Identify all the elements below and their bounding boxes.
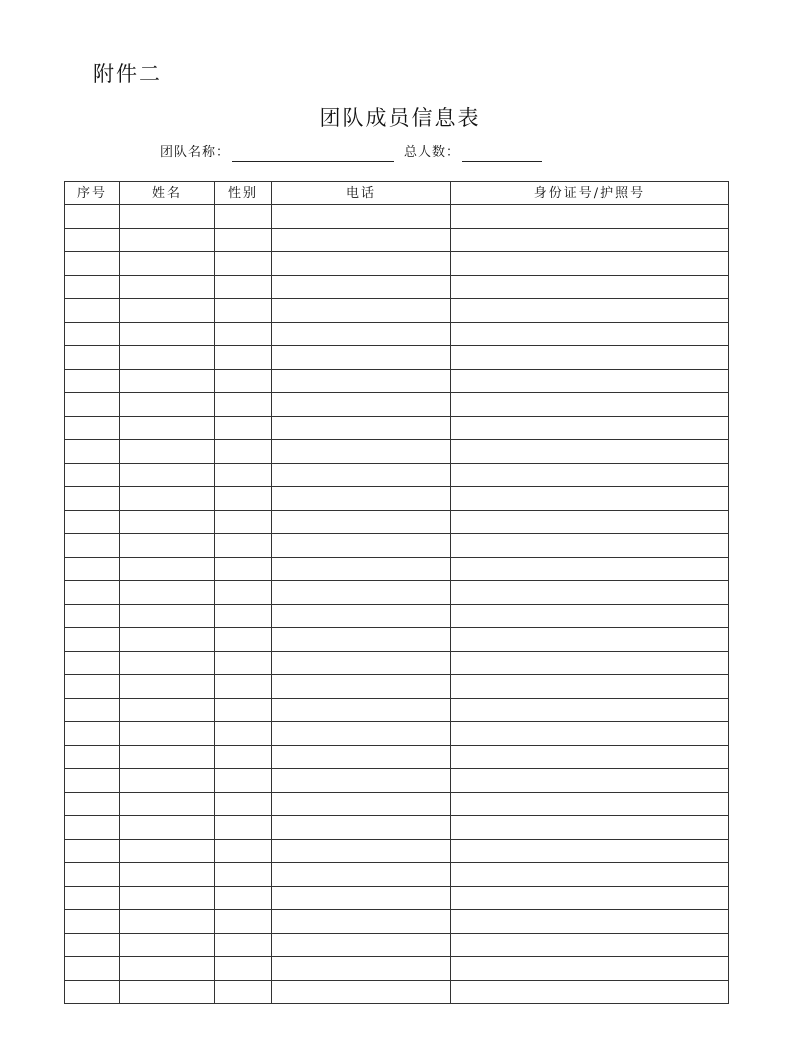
cell-phone[interactable] — [272, 252, 451, 276]
cell-id-passport[interactable] — [451, 228, 729, 252]
table-row — [65, 604, 729, 628]
table-row — [65, 769, 729, 793]
header-gender: 性别 — [215, 182, 272, 205]
cell-gender[interactable] — [215, 463, 272, 487]
cell-gender[interactable] — [215, 651, 272, 675]
cell-phone[interactable] — [272, 534, 451, 558]
cell-gender[interactable] — [215, 910, 272, 934]
team-info-line — [160, 144, 542, 162]
cell-serial[interactable] — [65, 604, 120, 628]
cell-serial[interactable] — [65, 792, 120, 816]
cell-gender[interactable] — [215, 792, 272, 816]
table-row — [65, 534, 729, 558]
cell-id-passport[interactable] — [451, 839, 729, 863]
cell-id-passport[interactable] — [451, 510, 729, 534]
cell-name[interactable] — [120, 299, 215, 323]
cell-phone[interactable] — [272, 557, 451, 581]
cell-serial[interactable] — [65, 440, 120, 464]
cell-phone[interactable] — [272, 604, 451, 628]
team-name-blank — [232, 147, 394, 162]
cell-phone[interactable] — [272, 792, 451, 816]
cell-phone[interactable] — [272, 581, 451, 605]
cell-id-passport[interactable] — [451, 816, 729, 840]
cell-gender[interactable] — [215, 228, 272, 252]
table-row — [65, 228, 729, 252]
cell-id-passport[interactable] — [451, 910, 729, 934]
cell-gender[interactable] — [215, 205, 272, 229]
table-row — [65, 440, 729, 464]
cell-gender[interactable] — [215, 557, 272, 581]
cell-name[interactable] — [120, 980, 215, 1004]
table-row — [65, 369, 729, 393]
cell-phone[interactable] — [272, 769, 451, 793]
table-row — [65, 346, 729, 370]
cell-id-passport[interactable] — [451, 534, 729, 558]
cell-phone[interactable] — [272, 487, 451, 511]
member-table — [64, 181, 729, 1004]
cell-id-passport[interactable] — [451, 957, 729, 981]
cell-phone[interactable] — [272, 816, 451, 840]
cell-id-passport[interactable] — [451, 581, 729, 605]
header-phone: 电话 — [272, 182, 451, 205]
cell-gender[interactable] — [215, 440, 272, 464]
cell-gender[interactable] — [215, 863, 272, 887]
cell-name[interactable] — [120, 463, 215, 487]
cell-gender[interactable] — [215, 839, 272, 863]
cell-id-passport[interactable] — [451, 275, 729, 299]
cell-phone[interactable] — [272, 393, 451, 417]
table-row — [65, 651, 729, 675]
cell-gender[interactable] — [215, 980, 272, 1004]
cell-name[interactable] — [120, 534, 215, 558]
table-row — [65, 839, 729, 863]
cell-serial[interactable] — [65, 346, 120, 370]
cell-serial[interactable] — [65, 299, 120, 323]
form-title: 团队成员信息表 — [319, 106, 481, 130]
cell-gender[interactable] — [215, 745, 272, 769]
cell-gender[interactable] — [215, 487, 272, 511]
cell-serial[interactable] — [65, 487, 120, 511]
cell-gender[interactable] — [215, 369, 272, 393]
cell-id-passport[interactable] — [451, 651, 729, 675]
cell-name[interactable] — [120, 933, 215, 957]
cell-name[interactable] — [120, 698, 215, 722]
cell-phone[interactable] — [272, 933, 451, 957]
cell-name[interactable] — [120, 346, 215, 370]
cell-id-passport[interactable] — [451, 933, 729, 957]
cell-serial[interactable] — [65, 510, 120, 534]
cell-name[interactable] — [120, 557, 215, 581]
cell-gender[interactable] — [215, 581, 272, 605]
cell-name[interactable] — [120, 769, 215, 793]
cell-name[interactable] — [120, 675, 215, 699]
cell-gender[interactable] — [215, 675, 272, 699]
cell-id-passport[interactable] — [451, 252, 729, 276]
table-row — [65, 980, 729, 1004]
table-row — [65, 487, 729, 511]
cell-phone[interactable] — [272, 839, 451, 863]
cell-id-passport[interactable] — [451, 792, 729, 816]
cell-name[interactable] — [120, 957, 215, 981]
table-row — [65, 792, 729, 816]
cell-serial[interactable] — [65, 933, 120, 957]
cell-id-passport[interactable] — [451, 698, 729, 722]
team-name-label: 团队名称： — [160, 145, 231, 160]
cell-serial[interactable] — [65, 698, 120, 722]
cell-id-passport[interactable] — [451, 322, 729, 346]
total-count-blank — [462, 147, 542, 162]
cell-serial[interactable] — [65, 769, 120, 793]
cell-id-passport[interactable] — [451, 205, 729, 229]
cell-name[interactable] — [120, 369, 215, 393]
table-row — [65, 581, 729, 605]
cell-gender[interactable] — [215, 628, 272, 652]
cell-gender[interactable] — [215, 322, 272, 346]
cell-phone[interactable] — [272, 886, 451, 910]
cell-serial[interactable] — [65, 816, 120, 840]
total-count-label: 总人数： — [404, 145, 461, 160]
table-body — [65, 205, 729, 1004]
cell-serial[interactable] — [65, 651, 120, 675]
cell-name[interactable] — [120, 745, 215, 769]
cell-name[interactable] — [120, 416, 215, 440]
cell-phone[interactable] — [272, 440, 451, 464]
cell-phone[interactable] — [272, 463, 451, 487]
cell-phone[interactable] — [272, 957, 451, 981]
cell-phone[interactable] — [272, 628, 451, 652]
cell-serial[interactable] — [65, 581, 120, 605]
table-row — [65, 886, 729, 910]
cell-id-passport[interactable] — [451, 346, 729, 370]
cell-gender[interactable] — [215, 510, 272, 534]
cell-name[interactable] — [120, 440, 215, 464]
cell-name[interactable] — [120, 205, 215, 229]
cell-phone[interactable] — [272, 980, 451, 1004]
cell-id-passport[interactable] — [451, 863, 729, 887]
table-row — [65, 557, 729, 581]
header-serial: 序号 — [65, 182, 120, 205]
cell-phone[interactable] — [272, 228, 451, 252]
cell-serial[interactable] — [65, 252, 120, 276]
cell-id-passport[interactable] — [451, 769, 729, 793]
cell-name[interactable] — [120, 604, 215, 628]
cell-phone[interactable] — [272, 910, 451, 934]
table-row — [65, 252, 729, 276]
cell-phone[interactable] — [272, 275, 451, 299]
cell-id-passport[interactable] — [451, 557, 729, 581]
cell-serial[interactable] — [65, 957, 120, 981]
table-row — [65, 322, 729, 346]
cell-serial[interactable] — [65, 675, 120, 699]
table-row — [65, 299, 729, 323]
cell-gender[interactable] — [215, 769, 272, 793]
cell-id-passport[interactable] — [451, 369, 729, 393]
cell-serial[interactable] — [65, 628, 120, 652]
cell-gender[interactable] — [215, 698, 272, 722]
cell-gender[interactable] — [215, 886, 272, 910]
table-row — [65, 205, 729, 229]
cell-name[interactable] — [120, 487, 215, 511]
table-row — [65, 933, 729, 957]
cell-serial[interactable] — [65, 534, 120, 558]
cell-name[interactable] — [120, 322, 215, 346]
cell-phone[interactable] — [272, 416, 451, 440]
cell-serial[interactable] — [65, 205, 120, 229]
cell-gender[interactable] — [215, 299, 272, 323]
cell-name[interactable] — [120, 886, 215, 910]
cell-name[interactable] — [120, 581, 215, 605]
cell-id-passport[interactable] — [451, 722, 729, 746]
cell-serial[interactable] — [65, 463, 120, 487]
cell-gender[interactable] — [215, 275, 272, 299]
cell-id-passport[interactable] — [451, 745, 729, 769]
cell-id-passport[interactable] — [451, 675, 729, 699]
table-row — [65, 628, 729, 652]
cell-phone[interactable] — [272, 205, 451, 229]
cell-gender[interactable] — [215, 722, 272, 746]
cell-name[interactable] — [120, 816, 215, 840]
cell-serial[interactable] — [65, 393, 120, 417]
cell-id-passport[interactable] — [451, 440, 729, 464]
cell-id-passport[interactable] — [451, 628, 729, 652]
cell-serial[interactable] — [65, 863, 120, 887]
cell-phone[interactable] — [272, 346, 451, 370]
cell-name[interactable] — [120, 722, 215, 746]
cell-name[interactable] — [120, 228, 215, 252]
cell-id-passport[interactable] — [451, 604, 729, 628]
table-row — [65, 910, 729, 934]
cell-name[interactable] — [120, 252, 215, 276]
cell-name[interactable] — [120, 839, 215, 863]
table-row — [65, 698, 729, 722]
cell-phone[interactable] — [272, 299, 451, 323]
cell-gender[interactable] — [215, 416, 272, 440]
table-row — [65, 275, 729, 299]
header-id-passport: 身份证号/护照号 — [451, 182, 729, 205]
cell-phone[interactable] — [272, 322, 451, 346]
cell-serial[interactable] — [65, 745, 120, 769]
cell-gender[interactable] — [215, 933, 272, 957]
table-row — [65, 957, 729, 981]
cell-phone[interactable] — [272, 651, 451, 675]
table-row — [65, 816, 729, 840]
table-row — [65, 745, 729, 769]
cell-serial[interactable] — [65, 228, 120, 252]
cell-serial[interactable] — [65, 980, 120, 1004]
cell-gender[interactable] — [215, 346, 272, 370]
cell-serial[interactable] — [65, 557, 120, 581]
cell-name[interactable] — [120, 863, 215, 887]
attachment-label: 附件二 — [93, 62, 162, 86]
cell-serial[interactable] — [65, 275, 120, 299]
cell-serial[interactable] — [65, 839, 120, 863]
cell-phone[interactable] — [272, 863, 451, 887]
cell-id-passport[interactable] — [451, 886, 729, 910]
cell-serial[interactable] — [65, 369, 120, 393]
cell-name[interactable] — [120, 275, 215, 299]
cell-phone[interactable] — [272, 745, 451, 769]
table-row — [65, 510, 729, 534]
cell-phone[interactable] — [272, 675, 451, 699]
header-name: 姓名 — [120, 182, 215, 205]
cell-gender[interactable] — [215, 252, 272, 276]
cell-id-passport[interactable] — [451, 487, 729, 511]
cell-id-passport[interactable] — [451, 416, 729, 440]
cell-serial[interactable] — [65, 910, 120, 934]
cell-name[interactable] — [120, 792, 215, 816]
cell-phone[interactable] — [272, 722, 451, 746]
cell-name[interactable] — [120, 910, 215, 934]
cell-gender[interactable] — [215, 816, 272, 840]
cell-serial[interactable] — [65, 886, 120, 910]
cell-name[interactable] — [120, 651, 215, 675]
table-header-row — [65, 182, 729, 205]
cell-name[interactable] — [120, 628, 215, 652]
cell-name[interactable] — [120, 393, 215, 417]
table-row — [65, 675, 729, 699]
cell-name[interactable] — [120, 510, 215, 534]
cell-id-passport[interactable] — [451, 393, 729, 417]
cell-serial[interactable] — [65, 416, 120, 440]
cell-id-passport[interactable] — [451, 299, 729, 323]
table-row — [65, 463, 729, 487]
table-row — [65, 863, 729, 887]
table-row — [65, 722, 729, 746]
cell-phone[interactable] — [272, 510, 451, 534]
cell-gender[interactable] — [215, 957, 272, 981]
cell-gender[interactable] — [215, 393, 272, 417]
cell-phone[interactable] — [272, 369, 451, 393]
cell-gender[interactable] — [215, 534, 272, 558]
table-row — [65, 416, 729, 440]
table-row — [65, 393, 729, 417]
cell-gender[interactable] — [215, 604, 272, 628]
cell-id-passport[interactable] — [451, 980, 729, 1004]
cell-phone[interactable] — [272, 698, 451, 722]
cell-id-passport[interactable] — [451, 463, 729, 487]
cell-serial[interactable] — [65, 322, 120, 346]
cell-serial[interactable] — [65, 722, 120, 746]
